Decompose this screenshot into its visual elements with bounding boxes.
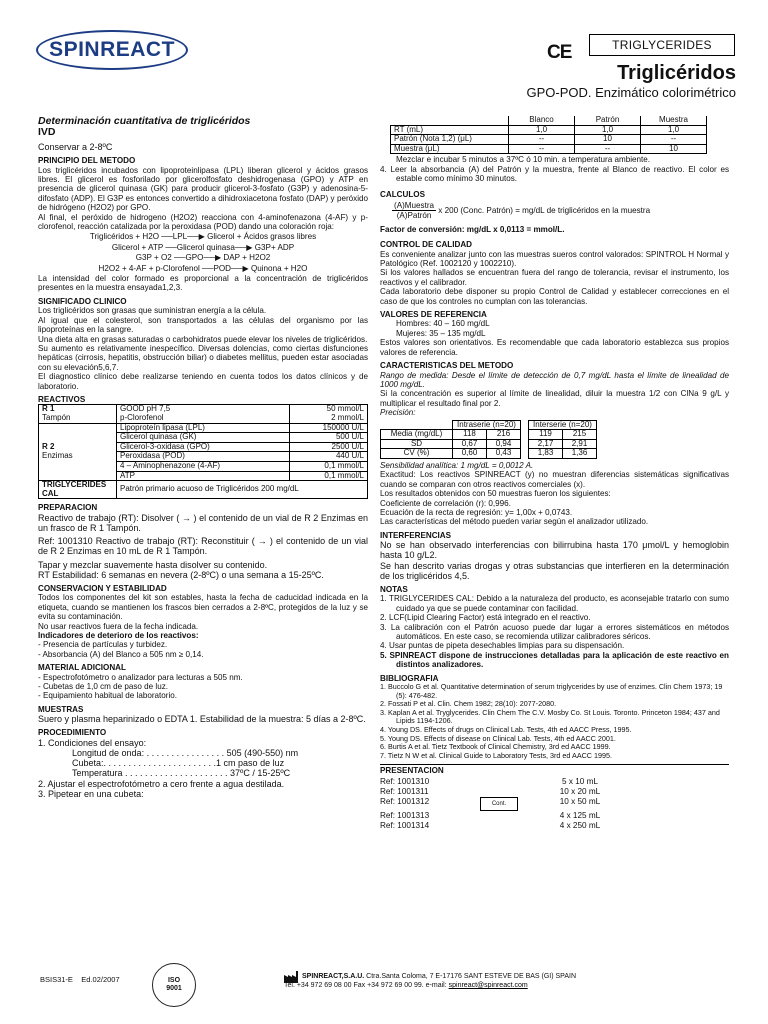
preparation-paragraph-1: Reactivo de trabajo (RT): Disolver ( → ) el contenido de un vial de R 2 Enzimas en un frasco de R 1 Tampón. (38, 512, 368, 533)
pipetting-row-label: Muestra (μL) (391, 144, 509, 154)
pipetting-row-label: Patrón (Nota 1,2) (μL) (391, 135, 509, 145)
section-heading-clinical: SIGNIFICADO CLINICO (38, 296, 127, 306)
material-item: - Espectrofotómetro o analizador para lecturas a 505 nm. (38, 672, 243, 682)
page-title: Triglicéridos (617, 62, 736, 84)
material-item: - Equipamiento habitual de laboratorio. (38, 691, 178, 701)
method-note: Las características del método pueden variar según el analizador utilizado. (380, 517, 649, 527)
reagent-r1-sub: Tampón (42, 412, 71, 422)
reagent-component: 4 – Aminophenazone (4-AF) (117, 461, 290, 471)
section-heading-bibliography: BIBLIOGRAFIA (380, 673, 439, 683)
procedure-step-1: 1. Condiciones del ensayo: (38, 737, 147, 748)
stability-indicator: - Presencia de partículas y turbidez. (38, 640, 168, 650)
presentation-row (380, 811, 729, 821)
contents-box: Cont. (480, 797, 518, 811)
product-name-box: TRIGLYCERIDES (589, 34, 735, 56)
samples-paragraph: Suero y plasma heparinizado o EDTA 1. Estabilidad de la muestra: 5 días a 2-8ºC. (38, 714, 366, 725)
pipetting-header: Muestra (641, 116, 707, 125)
pipetting-cell: 10 (641, 144, 707, 154)
presentation-size: 10 x 20 mL (559, 786, 601, 796)
precision-cell: 0,43 (487, 449, 521, 459)
section-heading-principle: PRINCIPIO DEL METODO (38, 156, 136, 166)
principle-paragraph-2: Al final, el peróxido de hidrogeno (H2O2) reacciona con 4-aminofenazona (4-AF) y p-clorofenol, reacción catalizada por la peroxidasa (POD) dando una coloración roja: (38, 212, 368, 232)
precision-row-label: Media (mg/dL) (381, 430, 453, 440)
stability-indicators-heading: Indicadores de deterioro de los reactivos: (38, 630, 199, 640)
pipetting-cell: 1,0 (509, 125, 575, 135)
section-heading-samples: MUESTRAS (38, 704, 84, 714)
reagent-r1-cell (39, 405, 117, 423)
stability-indicator: - Absorbancia (A) del Blanco a 505 nm ≥ 0,14. (38, 649, 204, 659)
preparation-paragraph-2: Ref: 1001310 Reactivo de trabajo (RT): Reconstituir ( → ) el contenido de un vial de R 2 Enzimas en 10 mL de R 1 Tampón. (38, 536, 368, 557)
presentation-list (380, 777, 729, 831)
logo-text: SPINREACT (49, 38, 175, 61)
section-heading-quality-control: CONTROL DE CALIDAD (380, 240, 473, 250)
company-address: Ctra.Santa Coloma, 7 E-17176 SANT ESTEVE DE BAS (GI) SPAIN (364, 973, 577, 980)
section-heading-method-characteristics: CARACTERISTICAS DEL METODO (380, 361, 514, 371)
reagent-concentration: 150000 U/L (289, 423, 367, 433)
correlation-line: Coeficiente de correlación (r): 0,996. (380, 498, 511, 508)
pipetting-row-label: RT (mL) (391, 125, 509, 135)
pipetting-header: Blanco (509, 116, 575, 125)
precision-gap (521, 439, 529, 449)
precision-cell: 2,17 (529, 439, 563, 449)
footer-code (40, 975, 120, 984)
pipetting-cell: 1,0 (575, 125, 641, 135)
bibliography-item: 2. Fossati P et al. Clin. Chem 1982; 28(10): 2077-2080. (380, 699, 557, 709)
precision-cell: 0,67 (453, 439, 487, 449)
clinical-line: Los triglicéridos son grasas que suministran energía a la célula. (38, 306, 267, 316)
reagent-r2-sub: Enzimas (42, 450, 73, 460)
section-heading-procedure: PROCEDIMIENTO (38, 728, 107, 738)
procedure-step-3: 3. Pipetear en una cubeta: (38, 788, 144, 799)
preparation-paragraph-3: Tapar y mezclar suavemente hasta disolver su contenido. (38, 559, 268, 570)
precision-table (380, 420, 597, 459)
company-name: SPINREACT,S.A.U. (302, 973, 365, 980)
document-title: Determinación cuantitativa de triglicéridos (38, 115, 251, 127)
pipetting-cell: 10 (575, 135, 641, 145)
precision-row-label: SD (381, 439, 453, 449)
presentation-cont-empty (480, 787, 540, 797)
reagent-cal-value: Patrón primario acuoso de Triglicéridos 200 mg/dL (117, 481, 368, 499)
presentation-row (380, 797, 729, 811)
footer-address (284, 972, 577, 990)
reagent-component: Glicerol-3-oxidasa (GPO) (117, 442, 290, 452)
section-heading-material: MATERIAL ADICIONAL (38, 663, 126, 673)
pipetting-header-empty (391, 116, 509, 125)
section-heading-reference-values: VALORES DE REFERENCIA (380, 310, 487, 320)
accuracy-paragraph: Exactitud: Los reactivos SPINREACT (y) no muestran diferencias sistemáticas significativas cuando se comparan con otros reactivos comerciales (x). (380, 470, 729, 489)
quality-control-paragraph-2: Si los valores hallados se encuentran fuera del rango de tolerancia, revisar el instrumento, los reactivos y el calibrador. (380, 268, 729, 287)
section-heading-stability: CONSERVACION Y ESTABILIDAD (38, 583, 167, 593)
ce-mark: CE (547, 42, 572, 63)
interference-paragraph-1: No se han observado interferencias con bilirrubina hasta 170 μmol/L y hemoglobin hasta 10 g/L2. (380, 540, 729, 561)
pipetting-table (390, 116, 707, 154)
reagent-r2-cell (39, 423, 117, 481)
presentation-ref: Ref: 1001314 (380, 820, 430, 830)
precision-row-label: CV (%) (381, 449, 453, 459)
reference-women: Mujeres: 35 – 135 mg/dL (396, 328, 486, 338)
reaction-equation-3: G3P + O2 ──GPO──▶ DAP + H2O2 (135, 253, 271, 263)
stability-paragraph-1: Todos los componentes del kit son estables, hasta la fecha de caducidad indicada en la etiqueta, cuando se mantienen los frascos bien cerrados a 2-8ºC, protegidos de la luz y se evita su contaminación. (38, 593, 368, 622)
reaction-equation-2: Glicerol + ATP ──Glicerol quinasa──▶ G3P+ ADP (111, 242, 295, 252)
pipetting-cell: -- (509, 144, 575, 154)
reagent-concentration: 2 mmol/L (289, 414, 367, 423)
presentation-ref: Ref: 1001312 (380, 796, 430, 806)
reaction-equation-4: H2O2 + 4-AF + p-Clorofenol ──POD──▶ Quinona + H2O (98, 263, 308, 273)
procedure-step-4: 4. Leer la absorbancia (A) del Patrón y la muestra, frente al Blanco de reactivo. El color es estable como mínimo 30 minutos. (380, 164, 729, 184)
page-subtitle: GPO-POD. Enzimático colorimétrico (526, 85, 736, 100)
section-heading-interferences: INTERFERENCIAS (380, 530, 452, 540)
quality-control-paragraph-1: Es conveniente analizar junto con las muestras sueros control valorados: SPINTROL H Normal y Patológico (Ref. 1002120 y 1002210). (380, 249, 729, 269)
stability-paragraph-2: No usar reactivos fuera de la fecha indicada. (38, 621, 199, 631)
reagent-concentration: 0,1 mmol/L (289, 471, 367, 481)
conversion-factor: Factor de conversión: mg/dL x 0,0113 = mmol/L. (380, 224, 565, 234)
precision-gap (521, 420, 529, 430)
principle-paragraph-3: La intensidad del color formado es proporcional a la concentración de triglicéridos presentes en la muestra ensayada1,2,3. (38, 274, 368, 293)
precision-cell: 118 (453, 430, 487, 440)
bibliography-item: 7. Tietz N W et al. Clinical Guide to Laboratory Tests, 3rd ed AACC 1995. (380, 750, 612, 760)
section-heading-reagents: REACTIVOS (38, 394, 86, 404)
material-item: - Cubetas de 1,0 cm de paso de luz. (38, 681, 169, 691)
reference-men: Hombres: 40 – 160 mg/dL (396, 319, 490, 329)
edition-label: Ed.02/2007 (81, 975, 120, 984)
reagents-table (38, 404, 368, 499)
company-contact: Tel. +34 972 69 08 00 Fax +34 972 69 00 99. e-mail: (284, 982, 449, 989)
section-heading-presentation: PRESENTACION (380, 764, 729, 775)
clinical-line: Una dieta alta en grasas saturadas o carbohidratos puede elevar los niveles de triglicéridos. (38, 334, 368, 344)
presentation-size: 4 x 250 mL (559, 820, 601, 830)
reagent-component: ATP (117, 471, 290, 481)
presentation-cont-empty (480, 777, 540, 787)
reference-paragraph: Estos valores son orientativos. Es recomendable que cada laboratorio establezca sus propios valores de referencia. (380, 338, 729, 357)
principle-paragraph-1: Los triglicéridos incubados con lipoproteinlipasa (LPL) liberan glicerol y ácidos grasos libres. El glicerol es fosforilado por glicerolfosfato deshidrogenasa (GPO) y ATP en presencia de glicerol quinasa (GK) para producir glicerol-3-fosfato (G3P) y adenosina-5-difosfato (ADP). El G3P es entonces convertido a dihidroxiacetona fosfato (DAP) y peróxido de hidrógeno (H2O2) por GPO. (38, 165, 368, 213)
storage-note: Conservar a 2-8ºC (38, 142, 113, 152)
presentation-size: 5 x 10 mL (562, 776, 598, 786)
precision-label: Precisión: (380, 408, 416, 418)
procedure-wavelength: Longitud de onda: . . . . . . . . . . . . . . . . 505 (490-550) nm (72, 748, 299, 759)
reagent-concentration: 500 U/L (289, 433, 367, 443)
reaction-equation-1: Triglicéridos + H2O ──LPL──▶ Glicerol + Ácidos grasos libres (89, 232, 317, 242)
presentation-row (380, 777, 729, 787)
precision-cell: 1,36 (563, 449, 597, 459)
quality-control-paragraph-3: Cada laboratorio debe disponer su propio Control de Calidad y establecer correcciones en el caso de que los controles no cumplan con las tolerancias. (380, 287, 729, 306)
reagent-component: GOOD pH 7,5 (117, 405, 290, 414)
bibliography-item: 6. Burtis A et al. Tietz Textbook of Clinical Chemistry, 3rd ed AACC 1999. (380, 742, 611, 752)
presentation-ref: Ref: 1001310 (380, 776, 430, 786)
presentation-row (380, 821, 729, 831)
bibliography-item: 5. Young DS. Effects of disease on Clinical Lab. Tests, 4th ed AACC 2001. (380, 733, 616, 743)
precision-cell: 1,83 (529, 449, 563, 459)
reagent-cal-label: TRIGLYCERIDES CAL (39, 481, 117, 499)
spinreact-logo (36, 30, 188, 70)
analytical-sensitivity: Sensibilidad analítica: 1 mg/dL = 0,0012 A. (380, 460, 534, 470)
precision-cell: 119 (529, 430, 563, 440)
section-heading-calculations: CALCULOS (380, 189, 425, 199)
precision-header-intra: Intraserie (n=20) (453, 420, 521, 430)
reagent-concentration: 0,1 mmol/L (289, 461, 367, 471)
seal-text-bottom: 9001 (166, 985, 182, 992)
dilution-note: Si la concentración es superior al límite de linealidad, diluir la muestra 1/2 con ClNa 9 g/L y multiplicar el resultado final por 2. (380, 389, 729, 408)
section-heading-notes: NOTAS (380, 584, 408, 594)
presentation-cont-empty (480, 811, 540, 821)
procedure-cuvette: Cubeta:. . . . . . . . . . . . . . . . . . . . . . .1 cm paso de luz (72, 758, 285, 769)
reagent-r2-label: R 2 (42, 442, 55, 452)
results-line: Los resultados obtenidos con 50 muestras fueron los siguientes: (380, 489, 611, 499)
reagent-concentration: 440 U/L (289, 452, 367, 462)
bibliography-item: 1. Buccolo G et al. Quantitative determination of serum triglycerides by use of enzimes. Clin Chem 1973; 19 (5): 476-482. (380, 682, 723, 700)
reagent-component: Peroxidasa (POD) (117, 452, 290, 462)
clinical-line: Al igual que el colesterol, son transportados a las células del organismo por las lipoproteínas en la sangre. (38, 315, 368, 335)
clinical-line: El diagnostico clínico debe realizarse teniendo en cuenta todos los datos clínicos y de laboratorio. (38, 372, 368, 391)
regression-line: Ecuación de la recta de regresión: y= 1,00x + 0,0743. (380, 507, 573, 517)
pipetting-cell: 1,0 (641, 125, 707, 135)
presentation-ref: Ref: 1001311 (380, 786, 429, 796)
calculation-formula (392, 201, 729, 221)
section-heading-preparation: PREPARACION (38, 503, 98, 513)
note-item: 2. LCF(Lipid Clearing Factor) está integrado en el reactivo. (380, 613, 591, 623)
precision-cell: 0,94 (487, 439, 521, 449)
presentation-cont-empty (480, 821, 540, 831)
precision-cell: 216 (487, 430, 521, 440)
interference-paragraph-2: Se han descrito varias drogas y otras substancias que interfieren en la determinación de los triglicéridos 4,5. (380, 560, 729, 581)
calculation-denominator: (A)Patrón (396, 211, 432, 221)
seal-text-top: ISO (167, 977, 181, 984)
presentation-size: 10 x 50 mL (559, 796, 601, 806)
ivd-label: IVD (38, 126, 56, 138)
note-item: 4. Usar puntas de pipeta desechables limpias para su dispensación. (380, 641, 625, 651)
left-column (38, 116, 368, 799)
precision-header-inter: Interserie (n=20) (529, 420, 597, 430)
pipetting-cell: -- (575, 144, 641, 154)
note-item: 3. La calibración con el Patrón acuoso puede dar lugar a errores sistemáticos en métodos automáticos. En este caso, se recomienda utilizar calibradores séricos. (380, 622, 729, 641)
presentation-cont-cell (480, 797, 540, 811)
calculation-fraction (392, 201, 436, 221)
presentation-size: 4 x 125 mL (559, 810, 601, 820)
presentation-row (380, 787, 729, 797)
iso-9001-seal (152, 963, 196, 1007)
clinical-line: Su aumento es relativamente inespecífico. Diversas dolencias, como ciertas disfunciones hepáticas (cirrosis, hepatitis, obstrucción biliar) o diabetes mellitus, pueden estar asociadas con su elevación5,6,7. (38, 343, 368, 372)
precision-gap (521, 430, 529, 440)
pipetting-cell: -- (641, 135, 707, 145)
document-code: BSIS31-E (40, 975, 73, 984)
incubation-step: Mezclar e incubar 5 minutos a 37ºC ó 10 min. a temperatura ambiente. (396, 155, 650, 165)
calculation-rest: x 200 (Conc. Patrón) = mg/dL de triglicéridos en la muestra (436, 206, 651, 216)
reagent-r1-label: R 1 (42, 404, 55, 414)
email-link[interactable]: spinreact@spinreact.com (448, 982, 528, 989)
reagent-component: p-Clorofenol (117, 414, 290, 423)
pipetting-cell: -- (509, 135, 575, 145)
bibliography-item: 3. Kaplan A et al. Tryglycerides. Clin Chem The C.V. Mosby Co. St Louis. Toronto. Princeton 1984; 437 and Lipids 1194-1206. (380, 707, 720, 726)
reagent-concentration: 2500 U/L (289, 442, 367, 452)
presentation-ref: Ref: 1001313 (380, 810, 430, 820)
precision-cell: 2,91 (563, 439, 597, 449)
precision-cell: 0,60 (453, 449, 487, 459)
reagent-component: Glicerol quinasa (GK) (117, 433, 290, 443)
precision-cell: 215 (563, 430, 597, 440)
procedure-step-2: 2. Ajustar el espectrofotómetro a cero frente a agua destilada. (38, 778, 285, 789)
measuring-range: Rango de medida: Desde el límite de detección de 0,7 mg/dL hasta el límite de linealidad de 1000 mg/dL. (380, 370, 729, 389)
reagent-concentration: 50 mmol/L (289, 405, 367, 414)
reagent-component: Lipoproteín lipasa (LPL) (117, 423, 290, 433)
procedure-temperature: Temperatura . . . . . . . . . . . . . . . . . . . . . 37ºC / 15-25ºC (72, 768, 291, 779)
pipetting-header: Patrón (575, 116, 641, 125)
precision-gap (521, 449, 529, 459)
note-item: 1. TRIGLYCERIDES CAL: Debido a la naturaleza del producto, es aconsejable tratarlo con sumo cuidado ya que se puede contaminar con facilidad. (380, 594, 729, 613)
calculation-numerator: (A)Muestra (394, 201, 435, 210)
preparation-paragraph-4: RT Estabilidad: 6 semanas en nevera (2-8ºC) o una semana a 15-25ºC. (38, 569, 324, 580)
note-item-bold: 5. SPINREACT dispone de instrucciones detalladas para la aplicación de este reactivo en distintos analizadores. (380, 650, 729, 670)
right-column (380, 116, 729, 831)
bibliography-item: 4. Young DS. Effects of drugs on Clinical Lab. Tests, 4th ed AACC Press, 1995. (380, 725, 632, 734)
